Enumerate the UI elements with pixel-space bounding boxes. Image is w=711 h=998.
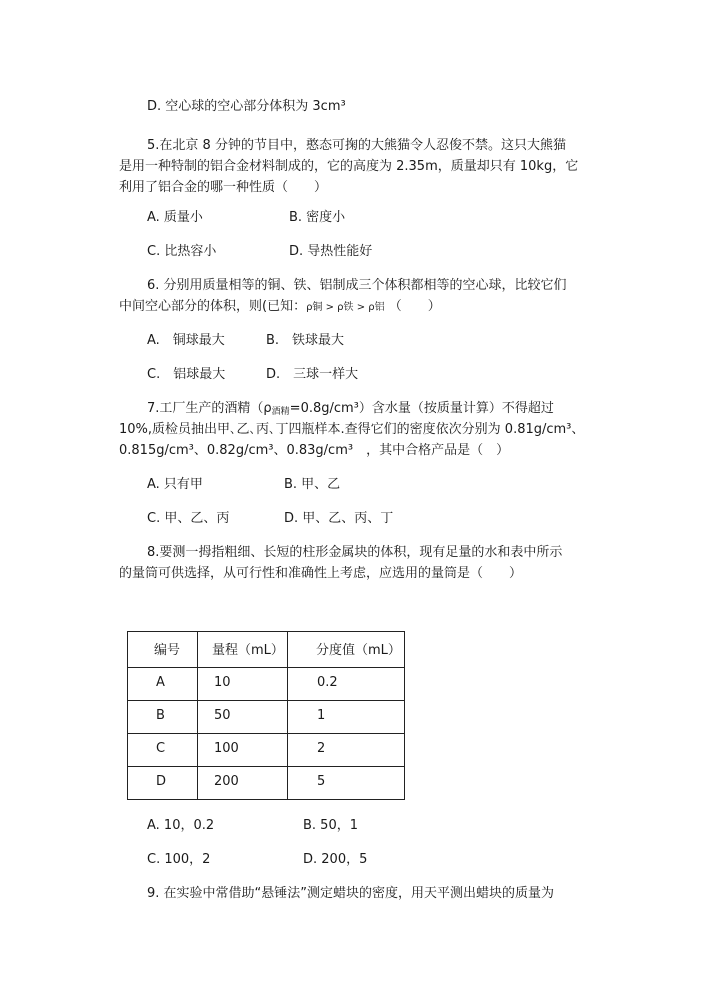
q7-option-a: A. 只有甲 [147, 477, 203, 492]
q6-option-d: D. 三球一样大 [266, 367, 359, 382]
q5-option-c: C. 比热容小 [147, 244, 217, 259]
q6-option-b: B. 铁球最大 [266, 333, 345, 348]
q7-alcohol-subscript: 酒精 [271, 407, 290, 417]
table-cell: A [128, 668, 198, 701]
graduated-cylinder-table [127, 631, 405, 800]
q6-density-relation: ρ铜 > ρ铁 > ρ铝 [306, 302, 385, 313]
table-header-id: 编号 [128, 632, 198, 668]
q5-option-b: B. 密度小 [289, 210, 346, 225]
table-cell: 0.2 [288, 668, 405, 701]
q7-option-b: B. 甲、乙 [284, 477, 341, 492]
q8-option-a: A. 10，0.2 [147, 818, 215, 833]
table-cell: D [128, 767, 198, 800]
q5-option-d: D. 导热性能好 [289, 244, 373, 259]
table-row [128, 668, 405, 701]
q7-text-line2: 10%,质检员抽出甲､乙､丙､丁四瓶样本.查得它们的密度依次分别为 0.81g/cm³、 [119, 422, 585, 437]
q9-text-line1: 9. 在实验中常借助“悬锤法”测定蜡块的密度，用天平测出蜡块的质量为 [147, 886, 555, 901]
table-cell: 100 [198, 734, 288, 767]
q7-option-c: C. 甲、乙、丙 [147, 511, 230, 526]
q7-text-line3: 0.815g/cm³、0.82g/cm³、0.83g/cm³ ，其中合格产品是（ ） [119, 443, 510, 458]
q7-text-line1 [147, 401, 554, 420]
table-cell: 5 [288, 767, 405, 800]
table-cell: B [128, 701, 198, 734]
table-header-range: 量程（mL） [198, 632, 288, 668]
q6-option-c: C. 铝球最大 [147, 367, 226, 382]
table-cell: 50 [198, 701, 288, 734]
table-cell: 10 [198, 668, 288, 701]
q6-text-line1: 6. 分别用质量相等的铜、铁、铝制成三个体积都相等的空心球，比较它们 [147, 278, 567, 293]
table-cell: 1 [288, 701, 405, 734]
q7-text-line1-start: 7.工厂生产的酒精（ρ [147, 401, 272, 416]
q7-text-line1-end: =0.8g/cm³）含水量（按质量计算）不得超过 [289, 401, 554, 416]
q7-option-d: D. 甲、乙、丙、丁 [284, 511, 394, 526]
table-header-division: 分度值（mL） [288, 632, 405, 668]
q8-option-c: C. 100，2 [147, 852, 211, 867]
q6-text-line2 [119, 299, 441, 316]
q6-text-line2-main: 中间空心部分的体积，则(已知： [119, 299, 307, 314]
q6-option-a: A. 铜球最大 [147, 333, 225, 348]
q4-option-d: D. 空心球的空心部分体积为 3cm³ [147, 99, 346, 114]
table-row [128, 734, 405, 767]
table-cell: C [128, 734, 198, 767]
q6-answer-paren: （ ） [388, 299, 441, 314]
q5-text-line1: 5.在北京 8 分钟的节目中，憨态可掬的大熊猫令人忍俊不禁。这只大熊猫 [147, 138, 566, 153]
q5-text-line2: 是用一种特制的铝合金材料制成的，它的高度为 2.35m，质量却只有 10kg，它 [119, 159, 579, 174]
table-cell: 200 [198, 767, 288, 800]
q8-text-line1: 8.要测一拇指粗细、长短的柱形金属块的体积，现有足量的水和表中所示 [147, 545, 563, 560]
table-cell: 2 [288, 734, 405, 767]
table-header-row [128, 632, 405, 668]
table-row [128, 767, 405, 800]
q5-option-a: A. 质量小 [147, 210, 203, 225]
table-row [128, 701, 405, 734]
q8-text-line2: 的量筒可供选择，从可行性和准确性上考虑，应选用的量筒是（ ） [119, 566, 523, 581]
q5-text-line3: 利用了铝合金的哪一种性质（ ） [119, 180, 328, 195]
q8-option-b: B. 50，1 [303, 818, 358, 833]
q8-option-d: D. 200，5 [303, 852, 368, 867]
